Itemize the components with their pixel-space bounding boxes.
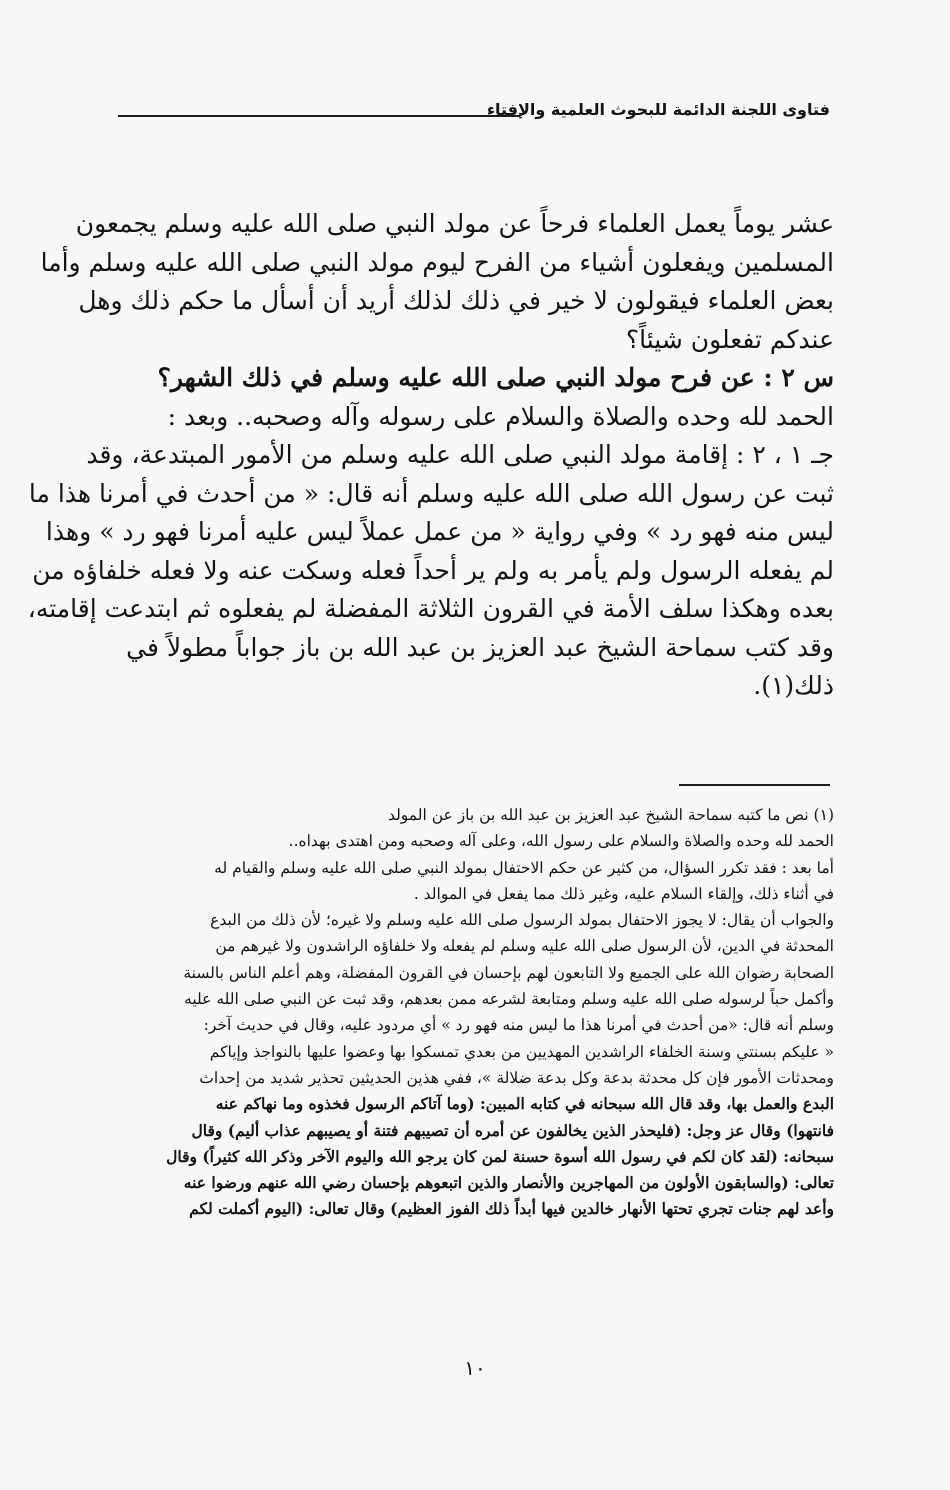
footnote-line: « عليكم بسنتي وسنة الخلفاء الراشدين المهديين من بعدي تمسكوا بها وعضوا عليها بالنواجذ وإياكم xyxy=(209,1042,834,1061)
text-line: لم يفعله الرسول ولم يأمر به ولم ير أحداً فعله وسكت عنه ولا فعله خلفاؤه من xyxy=(32,555,834,585)
footnote-line: تعالى: (والسابقون الأولون من المهاجرين والأنصار والذين اتبعوهم بإحسان رضي الله عنهم ورضوا عنه xyxy=(183,1173,834,1193)
page-number: ١٠ xyxy=(464,1356,486,1380)
header-rule xyxy=(118,115,520,117)
footnote-line: وسلم أنه قال: «من أحدث في أمرنا هذا ما ليس منه فهو رد » أي مردود عليه، وقال في حديث آخر: xyxy=(203,1016,834,1035)
text-line: عشر يوماً يعمل العلماء فرحاً عن مولد النبي صلى الله عليه وسلم يجمعون xyxy=(75,209,834,238)
text-line: المسلمين ويفعلون أشياء من الفرح ليوم مولد النبي صلى الله عليه وسلم وأما xyxy=(40,247,834,277)
text-line: ليس منه فهو رد » وفي رواية « من عمل عملاً ليس عليه أمرنا فهو رد » وهذا xyxy=(45,517,834,546)
footnote-line: المحدثة في الدين، لأن الرسول صلى الله عليه وسلم لم يفعله ولا خلفاؤه الراشدون ولا غيرهم من xyxy=(215,937,834,956)
text-line: عندكم تفعلون شيئاً؟ xyxy=(625,324,834,354)
footnote-line: وأكمل حباً لرسوله صلى الله عليه وسلم ومتابعة لشرعه ممن بعدهم، وقد ثبت عن النبي صلى الله عليه xyxy=(184,990,834,1009)
question-line: س ٢ : عن فرح مولد النبي صلى الله عليه وسلم في ذلك الشهر؟ xyxy=(157,363,834,392)
footnote-line: والجواب أن يقال: لا يجوز الاحتفال بمولد الرسول صلى الله عليه وسلم ولا غيره؛ لأن ذلك من البدع xyxy=(210,911,834,930)
text-line: بعده وهكذا سلف الأمة في القرون الثلاثة المفضلة لم يفعلوه ثم ابتدعت إقامته، xyxy=(27,594,834,623)
footnote-line: أما بعد : فقد تكرر السؤال، من كثير عن حكم الاحتفال بمولد النبي صلى الله عليه وسلم والقيام له xyxy=(214,858,834,877)
page-header xyxy=(118,100,830,126)
footnote-line: فانتهوا) وقال عز وجل: (فليحذر الذين يخالفون عن أمره أن تصيبهم فتنة أو يصيبهم عذاب أليم) وقال xyxy=(191,1120,834,1140)
footnote-line: ومحدثات الأمور فإن كل محدثة بدعة وكل بدعة ضلالة »، ففي هذين الحديثين تحذير شديد من إحداث xyxy=(199,1068,834,1087)
main-text xyxy=(27,205,834,706)
footnote-line: (١) نص ما كتبه سماحة الشيخ عبد العزيز بن عبد الله بن باز عن المولد xyxy=(387,806,834,824)
footnote-line: في أثناء ذلك، وإلقاء السلام عليه، وغير ذلك مما يفعل في الموالد . xyxy=(413,884,834,903)
running-title: فتاوى اللجنة الدائمة للبحوث العلمية والإفتاء xyxy=(486,100,830,119)
text-line: الحمد لله وحده والصلاة والسلام على رسوله وآله وصحبه.. وبعد : xyxy=(167,401,834,431)
footnote-line: سبحانه: (لقد كان لكم في رسول الله أسوة حسنة لمن كان يرجو الله واليوم الآخر وذكر الله كثيراً) وقال xyxy=(166,1146,834,1166)
answer-line: جـ ١ ، ٢ : إقامة مولد النبي صلى الله عليه وسلم من الأمور المبتدعة، وقد xyxy=(86,440,834,469)
text-line: ثبت عن رسول الله صلى الله عليه وسلم أنه قال: « من أحدث في أمرنا هذا ما xyxy=(28,478,834,508)
text-line: وقد كتب سماحة الشيخ عبد العزيز بن عبد الله بن باز جواباً مطولاً في xyxy=(126,632,834,662)
text-line: بعض العلماء فيقولون لا خير في ذلك لذلك أريد أن أسأل ما حكم ذلك وهل xyxy=(78,286,834,315)
text-line: ذلك(١). xyxy=(753,671,834,700)
footnote-line: البدع والعمل بها، وقد قال الله سبحانه في كتابه المبين: (وما آتاكم الرسول فخذوه وما نهاكم عنه xyxy=(215,1094,834,1114)
footnote-line: الصحابة رضوان الله على الجميع ولا التابعون لهم بإحسان في القرون المفضلة، وهم أعلم الناس بالسنة xyxy=(183,963,834,982)
footnote-line: وأعد لهم جنات تجري تحتها الأنهار خالدين فيها أبداً ذلك الفوز العظيم) وقال تعالى: (اليوم أكملت لكم xyxy=(189,1199,834,1219)
footnote-line: الحمد لله وحده والصلاة والسلام على رسول الله، وعلى آله وصحبه ومن اهتدى بهداه.. xyxy=(288,832,834,851)
footnote-separator xyxy=(679,784,830,786)
footnotes xyxy=(114,802,834,1223)
